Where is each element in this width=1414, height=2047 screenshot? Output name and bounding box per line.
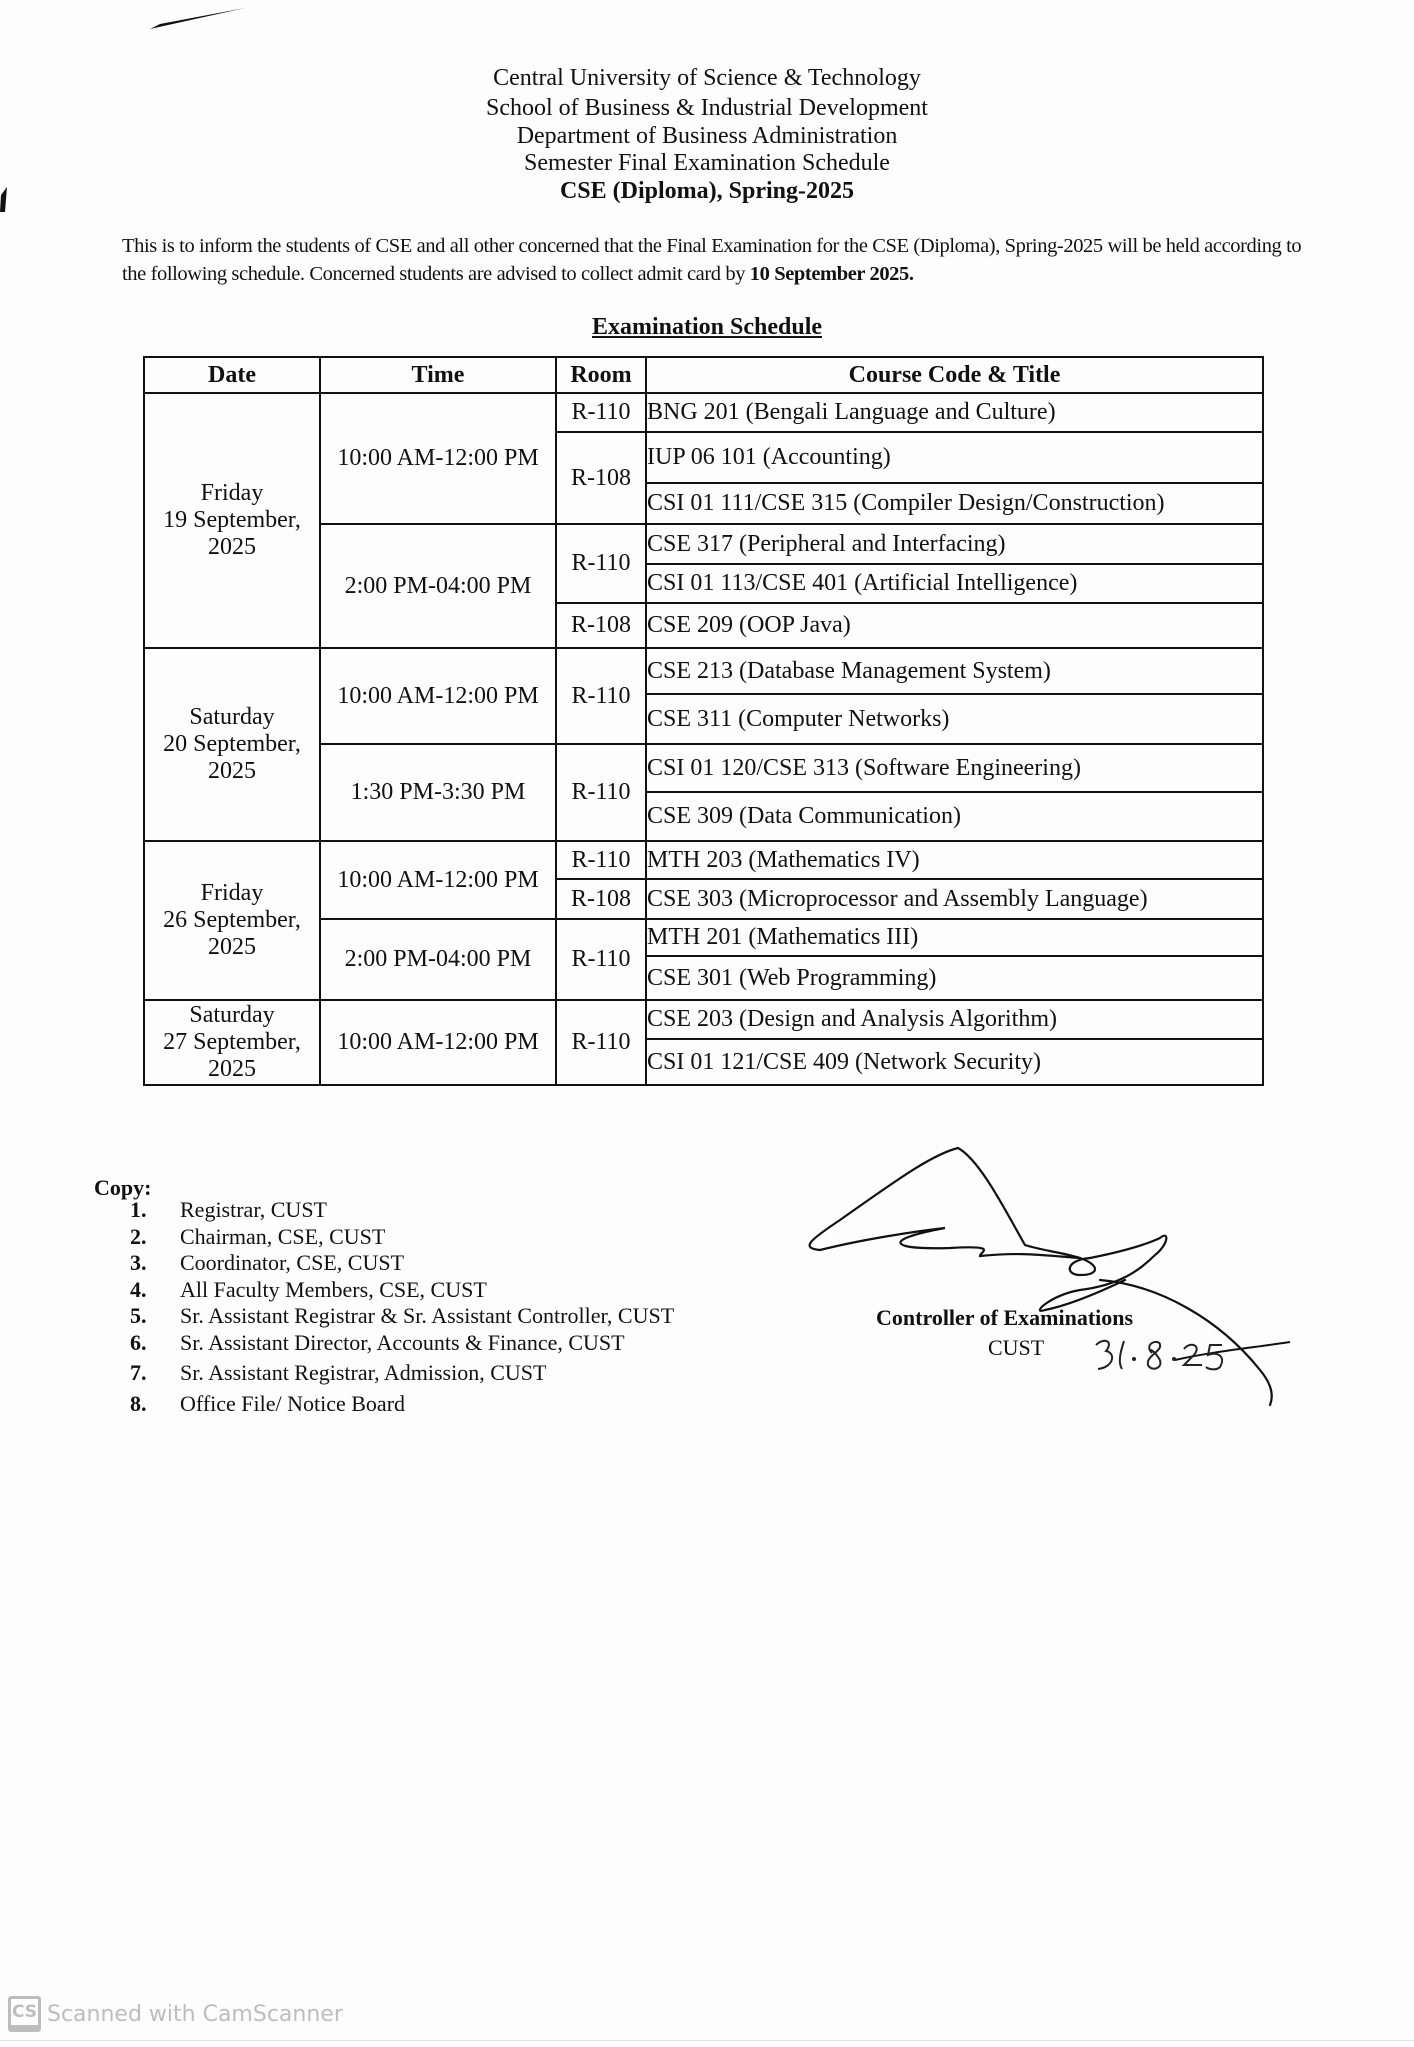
item-text: All Faculty Members, CSE, CUST [180,1276,487,1302]
department-name: Department of Business Administration [516,123,898,149]
item-number: 3. [130,1250,147,1275]
date-date: 19 September, [163,507,301,533]
table-row [144,841,1263,879]
time-cell: 10:00 AM-12:00 PM [320,841,556,919]
time-cell: 2:00 PM-04:00 PM [320,919,556,1000]
list-item [130,1224,674,1251]
bottom-edge [0,2040,1414,2041]
item-number: 6. [130,1329,147,1355]
list-item [130,1303,674,1330]
table-row [144,648,1263,694]
room-cell: R-110 [556,393,646,432]
camscanner-text: Scanned with CamScanner [47,2001,343,2027]
school-name: School of Business & Industrial Development [486,95,928,121]
list-item [130,1250,674,1277]
course-cell: CSE 203 (Design and Analysis Algorithm) [646,1000,1263,1039]
course-cell: CSE 309 (Data Communication) [646,792,1263,841]
exam-schedule-table [143,356,1264,1086]
signatory-title: Controller of Examinations [876,1305,1134,1330]
date-year: 2025 [208,534,256,560]
room-cell: R-110 [556,648,646,744]
course-cell: CSE 213 (Database Management System) [646,648,1263,694]
col-room: Room [556,357,646,393]
list-item [130,1330,674,1357]
date-cell [144,648,320,841]
course-cell: CSI 01 113/CSE 401 (Artificial Intelligence) [646,564,1263,603]
date-year: 2025 [208,934,256,960]
course-cell: BNG 201 (Bengali Language and Culture) [646,393,1263,432]
date-day: Friday [200,880,264,906]
list-item [130,1360,674,1387]
copy-label: Copy: [94,1175,152,1200]
list-item [130,1197,674,1224]
room-cell: R-108 [556,603,646,648]
course-cell: CSE 303 (Microprocessor and Assembly Language) [646,879,1263,919]
room-cell: R-108 [556,879,646,919]
room-cell: R-110 [556,744,646,841]
admit-card-deadline: 10 September 2025. [749,263,914,285]
date-year: 2025 [208,1056,256,1082]
course-cell: CSE 301 (Web Programming) [646,956,1263,1000]
time-cell: 10:00 AM-12:00 PM [320,1000,556,1085]
course-cell: MTH 201 (Mathematics III) [646,919,1263,956]
schedule-title: Examination Schedule [591,314,823,340]
item-text: Registrar, CUST [180,1197,327,1222]
camscanner-watermark [8,1996,343,2032]
item-text: Sr. Assistant Director, Accounts & Finance, CUST [180,1329,625,1355]
date-day: Saturday [189,704,275,730]
program-title: CSE (Diploma), Spring-2025 [559,178,855,204]
notice-title: Semester Final Examination Schedule [524,150,890,176]
course-cell: CSI 01 111/CSE 315 (Compiler Design/Construction) [646,483,1263,524]
room-cell: R-110 [556,919,646,1000]
item-number: 4. [130,1276,147,1302]
course-cell: CSE 311 (Computer Networks) [646,694,1263,744]
date-cell [144,841,320,1000]
date-day: Saturday [189,1002,275,1028]
handwritten-date [1090,1335,1260,1380]
notice-paragraph [122,232,1302,288]
item-number: 2. [130,1223,147,1249]
university-name: Central University of Science & Technology [493,65,921,91]
item-text: Coordinator, CSE, CUST [180,1250,405,1275]
table-row [144,393,1263,432]
course-cell: IUP 06 101 (Accounting) [646,432,1263,483]
list-item [130,1277,674,1304]
list-item [130,1391,674,1418]
item-text: Sr. Assistant Registrar, Admission, CUST [180,1360,547,1385]
item-number: 8. [130,1390,147,1416]
item-text: Sr. Assistant Registrar & Sr. Assistant Controller, CUST [180,1303,675,1328]
course-cell: CSE 209 (OOP Java) [646,603,1263,648]
date-date: 20 September, [163,731,301,757]
date-date: 27 September, [163,1029,301,1055]
copy-list [130,1197,674,1417]
item-number: 7. [130,1360,147,1385]
item-text: Office File/ Notice Board [180,1390,406,1416]
room-cell: R-110 [556,524,646,603]
camscanner-logo: CS [8,1996,41,2032]
room-cell: R-108 [556,432,646,524]
date-cell [144,393,320,648]
item-number: 1. [130,1197,147,1222]
table-header-row [144,357,1263,393]
date-day: Friday [200,480,264,506]
room-cell: R-110 [556,841,646,879]
course-cell: MTH 203 (Mathematics IV) [646,841,1263,879]
table-row [144,1000,1263,1039]
room-cell: R-110 [556,1000,646,1085]
date-date: 26 September, [163,907,301,933]
time-cell: 1:30 PM-3:30 PM [320,744,556,841]
course-cell: CSE 317 (Peripheral and Interfacing) [646,524,1263,564]
time-cell: 2:00 PM-04:00 PM [320,524,556,648]
date-year: 2025 [208,758,256,784]
col-time: Time [320,357,556,393]
item-text: Chairman, CSE, CUST [180,1223,386,1249]
course-cell: CSI 01 121/CSE 409 (Network Security) [646,1039,1263,1085]
signatory-org: CUST [988,1335,1045,1360]
course-cell: CSI 01 120/CSE 313 (Software Engineering) [646,744,1263,792]
time-cell: 10:00 AM-12:00 PM [320,393,556,524]
notice-text: This is to inform the students of CSE and all other concerned that the Final Examination for the CSE (Diploma), Spring-2025 will be held according to the following schedule. Concerned students are advised to collect admit card by [122,235,1302,285]
item-number: 5. [130,1303,147,1328]
date-cell [144,1000,320,1085]
col-course: Course Code & Title [646,357,1263,393]
time-cell: 10:00 AM-12:00 PM [320,648,556,744]
col-date: Date [144,357,320,393]
